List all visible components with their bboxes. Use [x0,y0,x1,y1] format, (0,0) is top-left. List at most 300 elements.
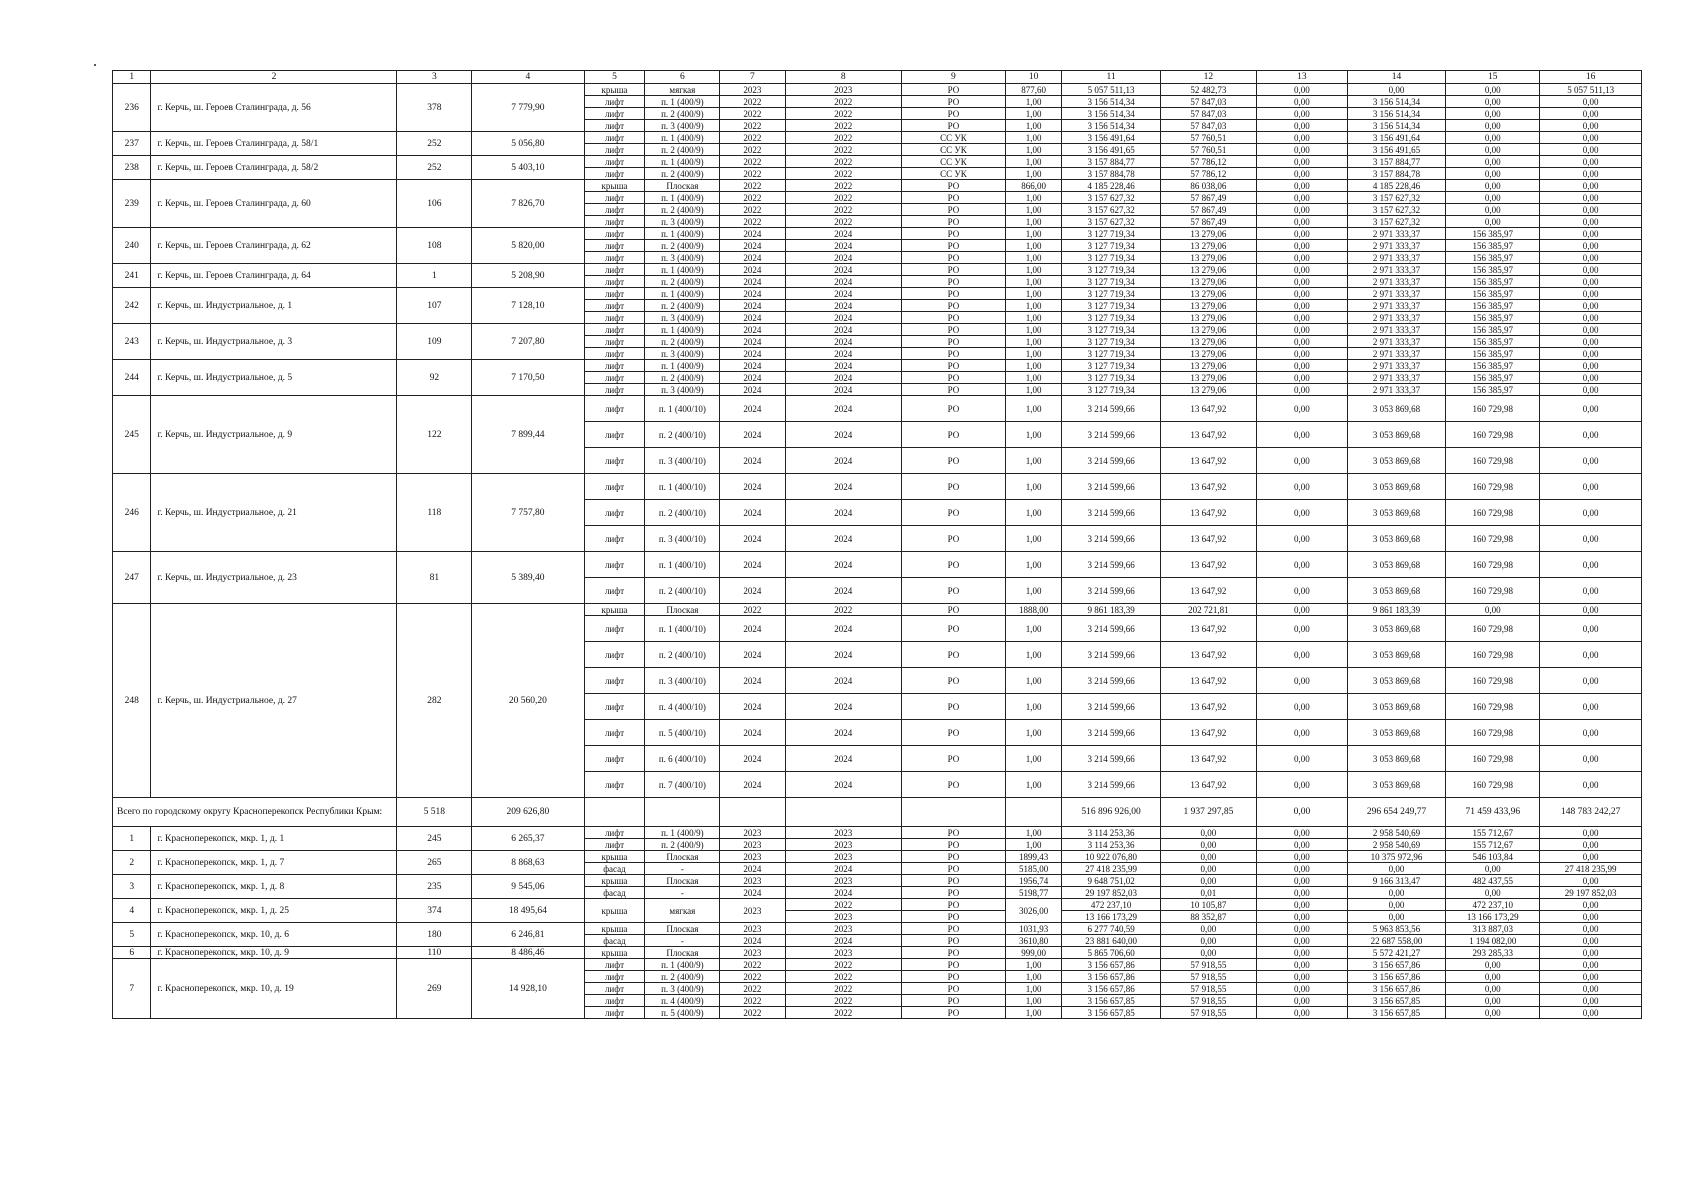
year-fact: 2024 [785,336,902,348]
fund-co: 160 729,98 [1446,396,1540,422]
cost-per-unit: 86 038,06 [1160,180,1256,192]
fund-other: 0,00 [1540,839,1642,851]
work-detail: п. 7 (400/10) [645,772,720,798]
scan-speck [94,64,96,66]
year-fact: 2024 [785,300,902,312]
year-plan: 2024 [720,264,785,276]
fund-other: 0,00 [1540,923,1642,935]
fund-owners: 0,00 [1256,192,1347,204]
total-cost: 3 157 627,32 [1062,192,1160,204]
cost-per-unit: 202 721,81 [1160,604,1256,616]
executor: РО [902,995,1006,1007]
work-type: лифт [584,642,645,668]
year-fact: 2024 [785,935,902,947]
fund-other: 0,00 [1540,642,1642,668]
row-number: 245 [113,396,151,474]
apartments: 118 [397,474,472,552]
year-plan: 2024 [720,863,785,875]
volume: 1,00 [1005,839,1062,851]
work-type: лифт [584,192,645,204]
executor: РО [902,668,1006,694]
fund-co: 0,00 [1446,959,1540,971]
fund-other: 0,00 [1540,120,1642,132]
total-c13: 0,00 [1256,798,1347,827]
total-cost: 9 861 183,39 [1062,604,1160,616]
column-number: 5 [584,71,645,84]
row-number: 238 [113,156,151,180]
fund-co: 156 385,97 [1446,348,1540,360]
year-fact: 2022 [785,995,902,1007]
volume: 1,00 [1005,971,1062,983]
fund-owners: 0,00 [1256,448,1347,474]
year-fact: 2024 [785,448,902,474]
table-row [113,947,1642,959]
fund-co: 0,00 [1446,144,1540,156]
fund-owners: 0,00 [1256,96,1347,108]
fund-co: 0,00 [1446,132,1540,144]
year-fact: 2022 [785,983,902,995]
fund-co: 160 729,98 [1446,694,1540,720]
column-number: 2 [151,71,397,84]
work-detail: п. 1 (400/9) [645,96,720,108]
work-type: лифт [584,839,645,851]
work-detail: п. 1 (400/9) [645,132,720,144]
cost-per-unit: 57 918,55 [1160,983,1256,995]
executor: РО [902,971,1006,983]
cost-per-unit: 13 279,06 [1160,348,1256,360]
executor: РО [902,216,1006,228]
fund-ro: 9 166 313,47 [1347,875,1445,887]
volume: 1,00 [1005,995,1062,1007]
fund-ro: 3 156 657,86 [1347,959,1445,971]
executor: РО [902,578,1006,604]
fund-other: 0,00 [1540,240,1642,252]
table-row [113,923,1642,935]
total-cost: 5 865 706,60 [1062,947,1160,959]
work-type: крыша [584,899,645,923]
fund-ro: 2 971 333,37 [1347,360,1445,372]
column-number: 3 [397,71,472,84]
fund-owners: 0,00 [1256,1007,1347,1019]
fund-owners: 0,00 [1256,216,1347,228]
fund-owners: 0,00 [1256,180,1347,192]
fund-other: 0,00 [1540,604,1642,616]
column-number: 15 [1446,71,1540,84]
fund-ro: 2 958 540,69 [1347,827,1445,839]
row-number: 7 [113,959,151,1019]
fund-co: 156 385,97 [1446,336,1540,348]
volume: 1,00 [1005,240,1062,252]
row-number: 4 [113,899,151,923]
column-number: 14 [1347,71,1445,84]
fund-ro: 3 156 491,65 [1347,144,1445,156]
row-number: 236 [113,84,151,132]
fund-co: 482 437,55 [1446,875,1540,887]
total-cost: 3 127 719,34 [1062,312,1160,324]
year-fact: 2023 [785,911,902,923]
volume: 1,00 [1005,983,1062,995]
fund-owners: 0,00 [1256,899,1347,911]
area: 5 208,90 [472,264,584,288]
fund-ro: 2 971 333,37 [1347,252,1445,264]
fund-ro: 5 963 853,56 [1347,923,1445,935]
table-row [113,324,1642,336]
fund-owners: 0,00 [1256,228,1347,240]
total-row [113,798,1642,827]
cost-per-unit: 0,00 [1160,863,1256,875]
year-fact: 2023 [785,875,902,887]
year-fact: 2022 [785,144,902,156]
executor: РО [902,384,1006,396]
work-type: крыша [584,84,645,96]
empty-cell [584,798,645,827]
year-fact: 2023 [785,84,902,96]
cost-per-unit: 57 867,49 [1160,192,1256,204]
column-number: 10 [1005,71,1062,84]
work-type: лифт [584,108,645,120]
table-row [113,264,1642,276]
cost-per-unit: 13 647,92 [1160,448,1256,474]
executor: РО [902,899,1006,911]
address: г. Красноперекопск, мкр. 1, д. 25 [151,899,397,923]
work-type: фасад [584,887,645,899]
fund-owners: 0,00 [1256,276,1347,288]
apartments: 110 [397,947,472,959]
fund-co: 160 729,98 [1446,474,1540,500]
volume: 1,00 [1005,746,1062,772]
row-number: 241 [113,264,151,288]
work-type: лифт [584,772,645,798]
fund-owners: 0,00 [1256,474,1347,500]
volume: 1,00 [1005,372,1062,384]
work-type: лифт [584,396,645,422]
total-cost: 3 127 719,34 [1062,264,1160,276]
fund-co: 0,00 [1446,995,1540,1007]
total-cost: 3 156 657,85 [1062,1007,1160,1019]
year-plan: 2022 [720,144,785,156]
executor: РО [902,108,1006,120]
fund-co: 156 385,97 [1446,324,1540,336]
fund-co: 0,00 [1446,180,1540,192]
executor: РО [902,360,1006,372]
work-type: лифт [584,360,645,372]
fund-ro: 4 185 228,46 [1347,180,1445,192]
year-fact: 2022 [785,204,902,216]
address: г. Красноперекопск, мкр. 10, д. 9 [151,947,397,959]
volume: 1,00 [1005,1007,1062,1019]
fund-owners: 0,00 [1256,668,1347,694]
fund-other: 0,00 [1540,720,1642,746]
executor: РО [902,252,1006,264]
fund-other: 0,00 [1540,360,1642,372]
fund-other: 0,00 [1540,552,1642,578]
fund-ro: 9 861 183,39 [1347,604,1445,616]
fund-other: 0,00 [1540,144,1642,156]
year-fact: 2023 [785,923,902,935]
fund-owners: 0,00 [1256,240,1347,252]
fund-ro: 0,00 [1347,911,1445,923]
fund-ro: 3 053 869,68 [1347,552,1445,578]
cost-per-unit: 13 279,06 [1160,360,1256,372]
year-fact: 2024 [785,384,902,396]
row-number: 243 [113,324,151,360]
total-cost: 3 157 884,77 [1062,156,1160,168]
column-number: 9 [902,71,1006,84]
work-type: крыша [584,604,645,616]
fund-co: 156 385,97 [1446,300,1540,312]
fund-ro: 3 053 869,68 [1347,578,1445,604]
year-plan: 2024 [720,668,785,694]
address: г. Красноперекопск, мкр. 10, д. 19 [151,959,397,1019]
executor: РО [902,372,1006,384]
cost-per-unit: 13 647,92 [1160,500,1256,526]
row-number: 5 [113,923,151,947]
volume: 1,00 [1005,552,1062,578]
cost-per-unit: 13 647,92 [1160,396,1256,422]
work-detail: - [645,863,720,875]
fund-owners: 0,00 [1256,288,1347,300]
fund-ro: 3 053 869,68 [1347,422,1445,448]
year-fact: 2022 [785,899,902,911]
cost-per-unit: 13 647,92 [1160,720,1256,746]
fund-other: 0,00 [1540,216,1642,228]
fund-other: 29 197 852,03 [1540,887,1642,899]
executor: РО [902,348,1006,360]
executor: РО [902,324,1006,336]
work-detail: п. 3 (400/10) [645,668,720,694]
cost-per-unit: 57 786,12 [1160,168,1256,180]
row-number: 242 [113,288,151,324]
area: 7 826,70 [472,180,584,228]
year-fact: 2022 [785,216,902,228]
volume: 866,00 [1005,180,1062,192]
fund-owners: 0,00 [1256,396,1347,422]
total-cost: 3 214 599,66 [1062,552,1160,578]
fund-ro: 2 971 333,37 [1347,288,1445,300]
year-fact: 2024 [785,288,902,300]
executor: РО [902,947,1006,959]
year-fact: 2024 [785,372,902,384]
capital-repair-table [112,70,1642,1019]
total-cost: 3 127 719,34 [1062,348,1160,360]
fund-other: 0,00 [1540,348,1642,360]
total-label: Всего по городскому округу Красноперекопск Республики Крым: [113,798,397,827]
work-detail: п. 1 (400/9) [645,324,720,336]
area: 7 170,50 [472,360,584,396]
address: г. Керчь, ш. Индустриальное, д. 27 [151,604,397,798]
year-plan: 2024 [720,720,785,746]
work-detail: п. 3 (400/9) [645,252,720,264]
work-detail: п. 2 (400/9) [645,240,720,252]
row-number: 248 [113,604,151,798]
executor: РО [902,526,1006,552]
work-detail: Плоская [645,875,720,887]
fund-ro: 2 971 333,37 [1347,264,1445,276]
year-plan: 2024 [720,935,785,947]
area: 6 265,37 [472,827,584,851]
total-cost: 3 156 657,86 [1062,959,1160,971]
fund-other: 0,00 [1540,96,1642,108]
year-plan: 2023 [720,923,785,935]
fund-other: 0,00 [1540,947,1642,959]
fund-owners: 0,00 [1256,300,1347,312]
volume: 1,00 [1005,827,1062,839]
year-plan: 2022 [720,204,785,216]
fund-other: 0,00 [1540,578,1642,604]
year-fact: 2024 [785,616,902,642]
fund-co: 0,00 [1446,204,1540,216]
total-cost: 3 156 657,85 [1062,995,1160,1007]
year-fact: 2022 [785,604,902,616]
cost-per-unit: 13 279,06 [1160,336,1256,348]
fund-owners: 0,00 [1256,923,1347,935]
year-fact: 2024 [785,312,902,324]
fund-owners: 0,00 [1256,578,1347,604]
executor: РО [902,448,1006,474]
year-fact: 2022 [785,168,902,180]
work-detail: п. 2 (400/10) [645,578,720,604]
total-c15: 71 459 433,96 [1446,798,1540,827]
cost-per-unit: 13 279,06 [1160,228,1256,240]
fund-ro: 2 971 333,37 [1347,348,1445,360]
fund-co: 156 385,97 [1446,372,1540,384]
fund-other: 0,00 [1540,264,1642,276]
cost-per-unit: 0,01 [1160,887,1256,899]
work-type: лифт [584,264,645,276]
column-number: 4 [472,71,584,84]
table-row [113,396,1642,422]
total-cost: 27 418 235,99 [1062,863,1160,875]
volume: 1,00 [1005,264,1062,276]
table-row [113,959,1642,971]
cost-per-unit: 13 279,06 [1160,276,1256,288]
volume: 1,00 [1005,132,1062,144]
total-cost: 3 127 719,34 [1062,288,1160,300]
fund-co: 156 385,97 [1446,312,1540,324]
year-plan: 2023 [720,827,785,839]
total-c16: 148 783 242,27 [1540,798,1642,827]
total-cost: 3 127 719,34 [1062,384,1160,396]
fund-co: 156 385,97 [1446,384,1540,396]
work-detail: п. 1 (400/9) [645,156,720,168]
work-detail: п. 2 (400/9) [645,144,720,156]
year-plan: 2024 [720,396,785,422]
executor: РО [902,336,1006,348]
year-plan: 2024 [720,372,785,384]
column-number: 11 [1062,71,1160,84]
address: г. Красноперекопск, мкр. 1, д. 8 [151,875,397,899]
address: г. Красноперекопск, мкр. 10, д. 6 [151,923,397,947]
cost-per-unit: 88 352,87 [1160,911,1256,923]
cost-per-unit: 13 279,06 [1160,312,1256,324]
year-fact: 2024 [785,474,902,500]
year-plan: 2022 [720,180,785,192]
cost-per-unit: 57 847,03 [1160,120,1256,132]
work-type: лифт [584,983,645,995]
volume: 1,00 [1005,500,1062,526]
cost-per-unit: 13 279,06 [1160,240,1256,252]
cost-per-unit: 57 918,55 [1160,995,1256,1007]
work-detail: п. 5 (400/9) [645,1007,720,1019]
fund-other: 0,00 [1540,995,1642,1007]
fund-ro: 3 157 884,78 [1347,168,1445,180]
cost-per-unit: 13 647,92 [1160,552,1256,578]
fund-co: 13 166 173,29 [1446,911,1540,923]
volume: 1,00 [1005,96,1062,108]
apartments: 106 [397,180,472,228]
fund-owners: 0,00 [1256,384,1347,396]
work-detail: п. 2 (400/9) [645,372,720,384]
year-plan: 2024 [720,288,785,300]
year-fact: 2024 [785,668,902,694]
work-type: лифт [584,1007,645,1019]
cost-per-unit: 13 647,92 [1160,772,1256,798]
fund-other: 0,00 [1540,180,1642,192]
table-row [113,360,1642,372]
work-detail: п. 3 (400/9) [645,348,720,360]
total-cost: 3 214 599,66 [1062,500,1160,526]
year-fact: 2024 [785,552,902,578]
fund-other: 0,00 [1540,324,1642,336]
empty-cell [645,798,720,827]
year-fact: 2022 [785,156,902,168]
address: г. Керчь, ш. Героев Сталинграда, д. 56 [151,84,397,132]
year-fact: 2024 [785,746,902,772]
fund-ro: 3 053 869,68 [1347,616,1445,642]
table-row [113,827,1642,839]
executor: РО [902,983,1006,995]
apartments: 374 [397,899,472,923]
cost-per-unit: 13 279,06 [1160,372,1256,384]
year-fact: 2023 [785,851,902,863]
apartments: 81 [397,552,472,604]
executor: РО [902,288,1006,300]
address: г. Красноперекопск, мкр. 1, д. 7 [151,851,397,875]
work-detail: п. 2 (400/9) [645,839,720,851]
work-detail: п. 1 (400/10) [645,552,720,578]
apartments: 122 [397,396,472,474]
fund-co: 160 729,98 [1446,668,1540,694]
fund-co: 1 194 082,00 [1446,935,1540,947]
total-area: 209 626,80 [472,798,584,827]
cost-per-unit: 57 847,03 [1160,96,1256,108]
fund-ro: 22 687 558,00 [1347,935,1445,947]
total-c12: 1 937 297,85 [1160,798,1256,827]
apartments: 92 [397,360,472,396]
address: г. Керчь, ш. Героев Сталинграда, д. 62 [151,228,397,264]
executor: РО [902,875,1006,887]
total-cost: 3 127 719,34 [1062,372,1160,384]
total-cost: 3 157 627,32 [1062,216,1160,228]
total-cost: 9 648 751,02 [1062,875,1160,887]
fund-owners: 0,00 [1256,959,1347,971]
year-plan: 2022 [720,995,785,1007]
work-type: лифт [584,336,645,348]
cost-per-unit: 13 279,06 [1160,300,1256,312]
year-fact: 2022 [785,108,902,120]
fund-ro: 3 157 627,32 [1347,192,1445,204]
year-fact: 2024 [785,422,902,448]
fund-owners: 0,00 [1256,911,1347,923]
area: 7 757,80 [472,474,584,552]
fund-ro: 3 053 869,68 [1347,746,1445,772]
fund-co: 0,00 [1446,96,1540,108]
area: 20 560,20 [472,604,584,798]
work-detail: Плоская [645,180,720,192]
volume: 3026,00 [1005,899,1062,923]
volume: 1,00 [1005,474,1062,500]
year-fact: 2022 [785,1007,902,1019]
